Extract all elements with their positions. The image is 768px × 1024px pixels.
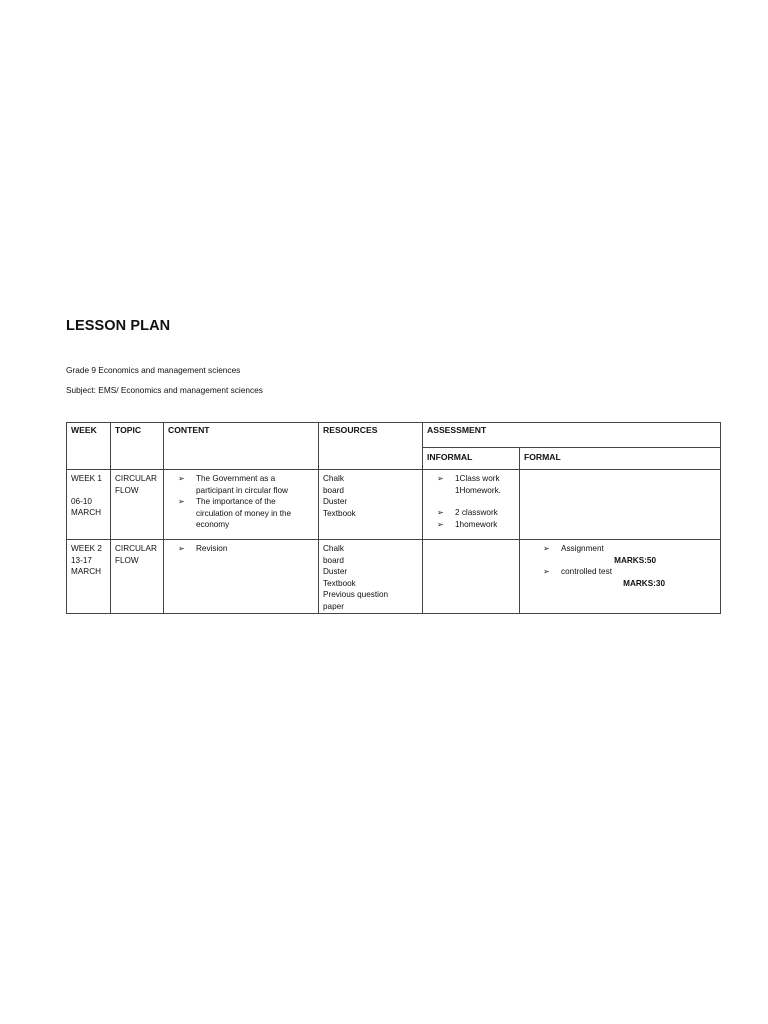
marks-value: MARKS:50	[614, 555, 656, 565]
formal-cell	[520, 540, 721, 614]
week-label: WEEK 2	[71, 544, 102, 553]
week-dates: 06-10 MARCH	[71, 496, 102, 517]
header-content: CONTENT	[164, 423, 319, 470]
table-header-row	[67, 423, 721, 448]
header-topic: TOPIC	[111, 423, 164, 470]
grade-line: Grade 9 Economics and management sciences	[66, 365, 241, 375]
arrow-bullet-icon: ➢	[178, 544, 185, 553]
list-item: ➢ Assignment	[543, 544, 604, 553]
week-label: WEEK 1	[71, 474, 102, 483]
marks-value: MARKS:30	[623, 578, 665, 588]
subject-line: Subject: EMS/ Economics and management sciences	[66, 385, 263, 395]
list-item: ➢ controlled test	[543, 567, 612, 576]
table-row	[67, 540, 721, 614]
arrow-bullet-icon: ➢	[437, 508, 444, 517]
topic-cell: CIRCULAR FLOW	[111, 470, 164, 540]
list-item: ➢ 1Class work	[437, 474, 500, 483]
header-formal: FORMAL	[520, 448, 721, 470]
week-cell	[67, 470, 111, 540]
header-assessment: ASSESSMENT	[423, 423, 721, 448]
resources-cell: Chalk board Duster Textbook	[319, 470, 423, 540]
list-item: ➢ 1homework	[437, 519, 498, 529]
topic-cell: CIRCULAR FLOW	[111, 540, 164, 614]
lesson-plan-table	[66, 422, 721, 614]
arrow-bullet-icon: ➢	[437, 519, 444, 529]
list-item: ➢ The Government as a participant in circular flow	[178, 474, 288, 495]
page-title: LESSON PLAN	[66, 318, 171, 334]
week-cell	[67, 540, 111, 614]
week-dates: 13-17 MARCH	[71, 555, 102, 576]
header-week: WEEK	[67, 423, 111, 470]
arrow-bullet-icon: ➢	[178, 474, 185, 483]
informal-cell: ➢ 1Class work 1Homework. ➢ 2 classwork ➢ 1homework	[423, 470, 520, 540]
list-item: ➢ The importance of the circulation of money in the economy	[178, 497, 292, 529]
table-row	[67, 470, 721, 540]
arrow-bullet-icon: ➢	[543, 544, 550, 553]
list-item: ➢ 2 classwork	[437, 508, 498, 517]
header-resources: RESOURCES	[319, 423, 423, 470]
resources-cell: Chalk board Duster Textbook Previous question paper	[319, 540, 423, 614]
content-cell	[164, 470, 319, 540]
header-informal: INFORMAL	[423, 448, 520, 470]
list-item: ➢ Revision	[178, 544, 228, 553]
arrow-bullet-icon: ➢	[178, 497, 185, 506]
informal-cell	[423, 540, 520, 614]
arrow-bullet-icon: ➢	[543, 567, 550, 576]
formal-cell	[520, 470, 721, 540]
arrow-bullet-icon: ➢	[437, 474, 444, 483]
content-cell	[164, 540, 319, 614]
